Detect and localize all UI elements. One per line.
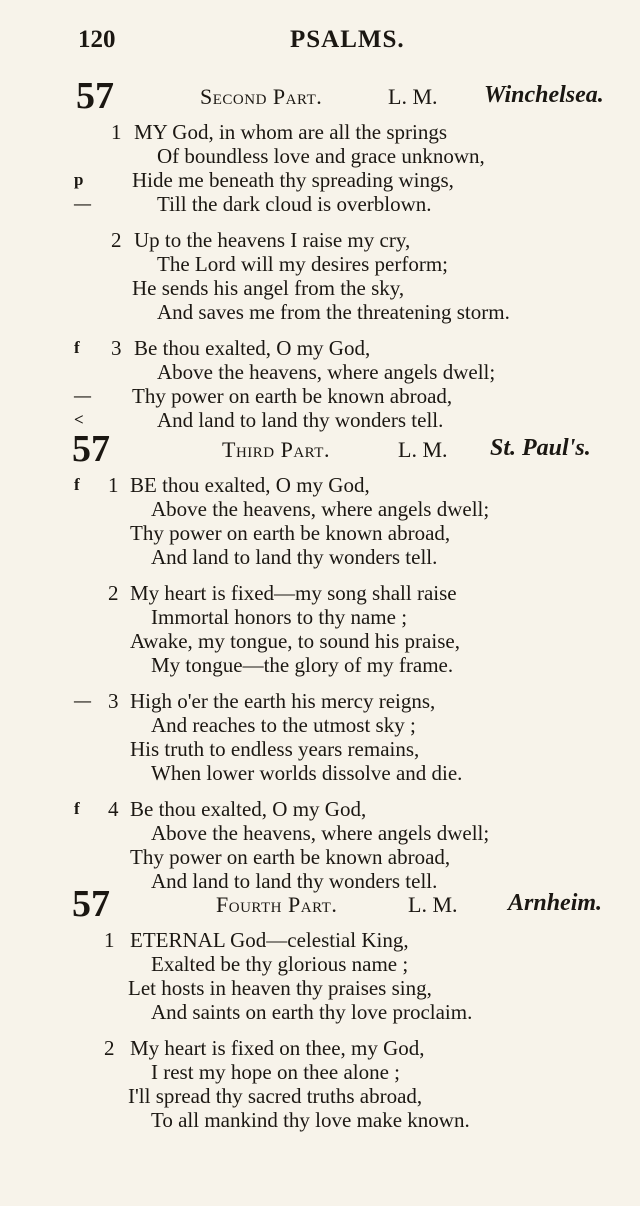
dynamic-mark: p [74, 170, 84, 189]
verse-text: Let hosts in heaven thy praises sing, [128, 976, 432, 1000]
hymn-heading [0, 428, 640, 473]
page-number: 120 [78, 26, 116, 53]
stanza [0, 120, 640, 216]
stanza-number: 2 [111, 228, 122, 252]
dynamic-mark: — [74, 386, 91, 405]
verse-text: The Lord will my desires perform; [157, 252, 449, 276]
dynamic-mark: — [74, 691, 91, 710]
verse-text: Be thou exalted, O my God, [134, 336, 371, 360]
stanza-number: 2 [108, 581, 119, 605]
stanza-number: 4 [108, 797, 119, 821]
verse-text: To all mankind thy love make known. [151, 1108, 470, 1132]
verse-text: BE thou exalted, O my God, [130, 473, 370, 497]
verse-line [0, 653, 640, 677]
hymn-heading [0, 75, 640, 120]
verse-text: And land to land thy wonders tell. [157, 408, 444, 432]
verse-line [0, 120, 640, 144]
verse-text: MY God, in whom are all the springs [134, 120, 448, 144]
verse-text: And land to land thy wonders tell. [151, 545, 438, 569]
verse-text: And reaches to the utmost sky ; [151, 713, 416, 737]
verse-text: And saves me from the threatening storm. [157, 300, 510, 324]
dynamic-mark: < [74, 410, 84, 429]
verse-line [0, 605, 640, 629]
stanza-number: 1 [104, 928, 115, 952]
stanza [0, 228, 640, 324]
verse-text: High o'er the earth his mercy reigns, [130, 689, 436, 713]
verse-line [0, 821, 640, 845]
verse-text: Thy power on earth be known abroad, [132, 384, 453, 408]
verse-text: Of boundless love and grace unknown, [157, 144, 485, 168]
verse-text: Above the heavens, where angels dwell; [151, 497, 490, 521]
verse-line [0, 797, 640, 821]
verse-line [0, 976, 640, 1000]
hymn-meter: L. M. [388, 84, 438, 109]
verse-line [0, 737, 640, 761]
stanza-number: 1 [108, 473, 119, 497]
hymn-number: 57 [76, 75, 114, 117]
verse-text: Thy power on earth be known abroad, [130, 521, 451, 545]
stanza [0, 1036, 640, 1132]
verse-line [0, 473, 640, 497]
hymn-heading [0, 883, 640, 928]
verse-text: Immortal honors to thy name ; [151, 605, 408, 629]
hymn-meter: L. M. [408, 892, 458, 917]
verse-text: Thy power on earth be known abroad, [130, 845, 451, 869]
stanza-number: 3 [111, 336, 122, 360]
dynamic-mark: f [74, 338, 80, 357]
stanza [0, 473, 640, 569]
hymn-part: Second Part. [200, 84, 323, 109]
verse-line [0, 1060, 640, 1084]
verse-text: His truth to endless years remains, [130, 737, 420, 761]
stanza [0, 797, 640, 893]
dynamic-mark: — [74, 194, 91, 213]
verse-line [0, 228, 640, 252]
hymn-number: 57 [72, 883, 110, 925]
stanza-number: 3 [108, 689, 119, 713]
verse-text: ETERNAL God—celestial King, [130, 928, 409, 952]
verse-line [0, 497, 640, 521]
verse-text: My tongue—the glory of my frame. [151, 653, 454, 677]
stanza [0, 581, 640, 677]
verse-line [0, 384, 640, 408]
verse-text: My heart is fixed on thee, my God, [130, 1036, 425, 1060]
verse-line [0, 545, 640, 569]
stanza [0, 336, 640, 432]
verse-text: Hide me beneath thy spreading wings, [132, 168, 454, 192]
hymn-tune: Arnheim. [508, 890, 603, 916]
hymn [0, 883, 640, 1132]
hymn-tune: St. Paul's. [490, 435, 591, 461]
verse-text: And land to land thy wonders tell. [151, 869, 438, 893]
verse-line [0, 360, 640, 384]
verse-line [0, 168, 640, 192]
verse-text: He sends his angel from the sky, [132, 276, 405, 300]
dynamic-mark: f [74, 799, 80, 818]
verse-line [0, 144, 640, 168]
hymn-meter: L. M. [398, 437, 448, 462]
stanza-number: 2 [104, 1036, 115, 1060]
verse-line [0, 629, 640, 653]
verse-text: My heart is fixed—my song shall raise [130, 581, 457, 605]
page-header [0, 26, 640, 56]
verse-line [0, 928, 640, 952]
running-head: PSALMS. [290, 26, 405, 53]
verse-text: And saints on earth thy love proclaim. [151, 1000, 473, 1024]
verse-text: I'll spread thy sacred truths abroad, [128, 1084, 423, 1108]
verse-line [0, 761, 640, 785]
verse-line [0, 276, 640, 300]
verse-line [0, 1000, 640, 1024]
verse-text: Above the heavens, where angels dwell; [151, 821, 490, 845]
verse-line [0, 252, 640, 276]
stanza [0, 928, 640, 1024]
verse-text: Be thou exalted, O my God, [130, 797, 367, 821]
verse-line [0, 1036, 640, 1060]
verse-line [0, 845, 640, 869]
hymn [0, 428, 640, 893]
verse-line [0, 1108, 640, 1132]
verse-text: Awake, my tongue, to sound his praise, [130, 629, 460, 653]
verse-line [0, 300, 640, 324]
hymn-tune: Winchelsea. [484, 82, 604, 108]
hymn [0, 75, 640, 432]
verse-text: Till the dark cloud is overblown. [157, 192, 432, 216]
verse-text: Up to the heavens I raise my cry, [134, 228, 411, 252]
stanza-number: 1 [111, 120, 122, 144]
verse-text: I rest my hope on thee alone ; [151, 1060, 401, 1084]
verse-line [0, 1084, 640, 1108]
verse-line [0, 581, 640, 605]
verse-line [0, 521, 640, 545]
verse-text: Above the heavens, where angels dwell; [157, 360, 496, 384]
verse-line [0, 713, 640, 737]
verse-line [0, 952, 640, 976]
hymn-part: Third Part. [222, 437, 330, 462]
hymn-number: 57 [72, 428, 110, 470]
verse-text: When lower worlds dissolve and die. [151, 761, 463, 785]
dynamic-mark: f [74, 475, 80, 494]
verse-line [0, 689, 640, 713]
verse-line [0, 192, 640, 216]
hymn-part: Fourth Part. [216, 892, 338, 917]
verse-text: Exalted be thy glorious name ; [151, 952, 409, 976]
verse-line [0, 336, 640, 360]
stanza [0, 689, 640, 785]
